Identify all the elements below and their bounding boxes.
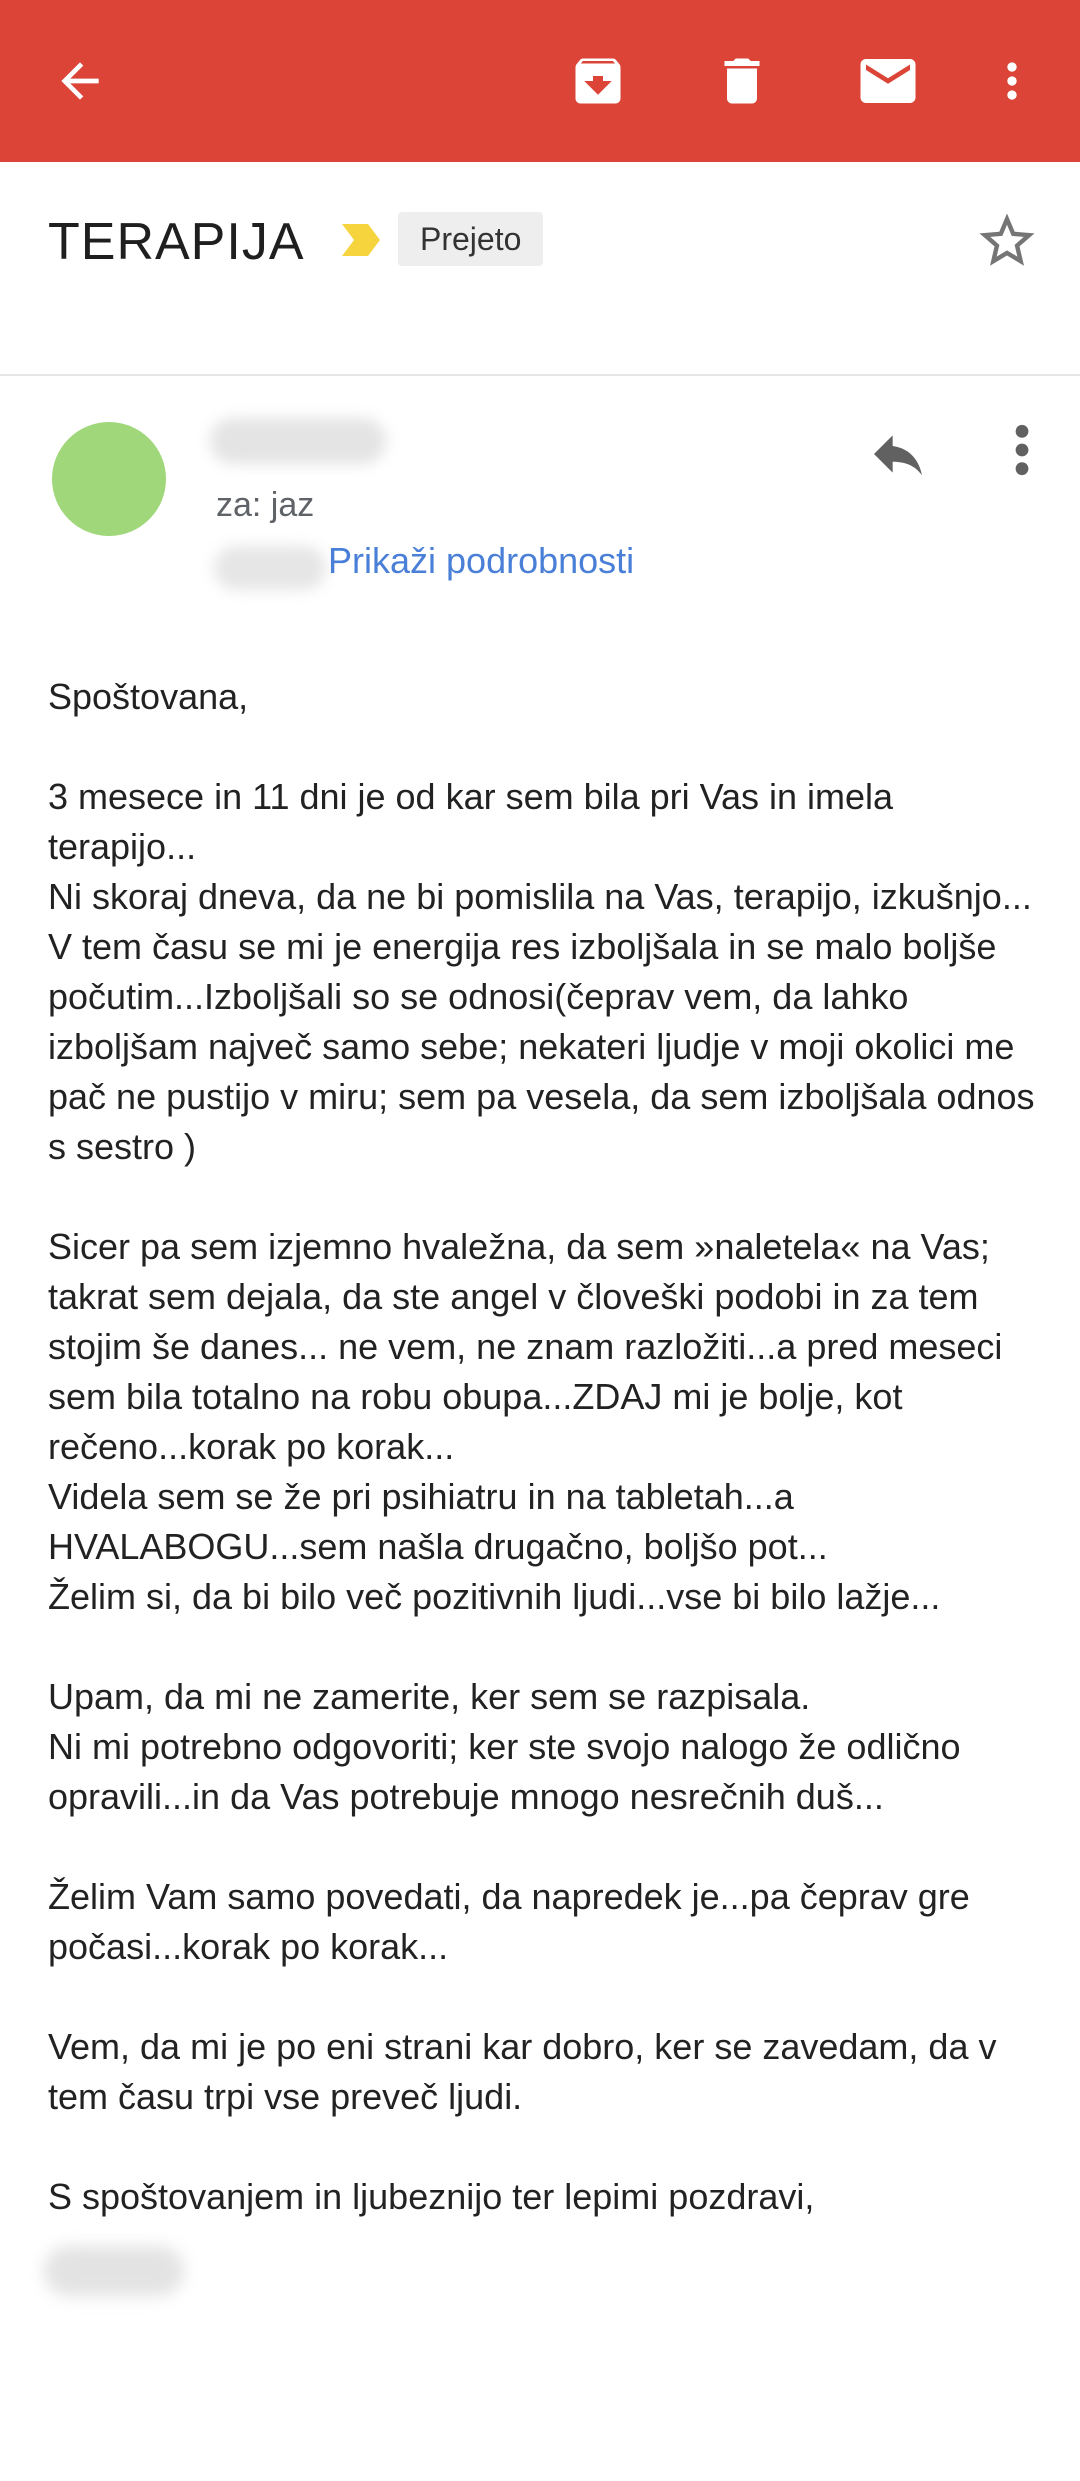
mark-unread-button[interactable]	[848, 41, 928, 121]
more-vert-icon	[984, 53, 1040, 109]
label-chip-inbox[interactable]: Prejeto	[398, 212, 543, 266]
email-subject: TERAPIJA	[48, 213, 305, 271]
recipient-line: za: jaz	[216, 486, 315, 524]
archive-icon	[568, 51, 628, 111]
back-button[interactable]	[40, 41, 120, 121]
message-more-icon[interactable]	[1002, 418, 1042, 482]
trash-icon	[712, 51, 772, 111]
overflow-menu-button[interactable]	[972, 41, 1052, 121]
archive-button[interactable]	[558, 41, 638, 121]
back-arrow-icon	[52, 53, 108, 109]
signature-redacted	[44, 2246, 184, 2296]
show-details-link[interactable]: Prikaži podrobnosti	[328, 540, 635, 581]
mail-icon	[855, 48, 921, 114]
sender-name-redacted	[210, 418, 386, 464]
body-paragraph: 3 mesece in 11 dni je od kar sem bila pri Vas in imela terapijo... Ni skoraj dneva, da ne bi pomislila na Vas, terapijo, izkušnjo... V tem času se mi je energija res izboljšala in se malo boljše počutim...Izboljšali so se odnosi(čeprav vem, da lahko izboljšam največ samo sebe; nekateri ljudje v moji okolici me pač ne pustijo v miru; sem pa vesela, da sem izboljšala odnos s sestro )	[48, 776, 1035, 1167]
body-paragraph: Želim Vam samo povedati, da napredek je...pa čeprav gre počasi...korak po korak...	[48, 1876, 970, 1967]
importance-marker-icon[interactable]	[340, 220, 382, 260]
subject-row	[0, 162, 1080, 376]
date-redacted	[214, 546, 326, 590]
body-greeting: Spoštovana,	[48, 676, 249, 717]
body-paragraph: Sicer pa sem izjemno hvaležna, da sem »naletela« na Vas; takrat sem dejala, da ste angel v človeški podobi in za tem stojim še danes... ne vem, ne znam razložiti...a pred meseci sem bila totalno na robu obupa...ZDAJ mi je bolje, kot rečeno...korak po korak... Videla sem se že pri psihiatru in na tabletah...a HVALABOGU...sem našla drugačno, boljšo pot... Želim si, da bi bilo več pozitivnih ljudi...vse bi bilo lažje...	[48, 1226, 1003, 1617]
sender-avatar[interactable]	[52, 422, 166, 536]
reply-icon[interactable]	[866, 422, 930, 486]
star-icon[interactable]	[974, 208, 1040, 274]
body-paragraph: Upam, da mi ne zamerite, ker sem se razpisala. Ni mi potrebno odgovoriti; ker ste svojo nalogo že odlično opravili...in da Vas potrebuje mnogo nesrečnih duš...	[48, 1676, 961, 1817]
app-bar	[0, 0, 1080, 162]
email-body	[48, 672, 1048, 2296]
body-closing: S spoštovanjem in ljubeznijo ter lepimi pozdravi,	[48, 2176, 815, 2217]
body-paragraph: Vem, da mi je po eni strani kar dobro, ker se zavedam, da v tem času trpi vse preveč ljudi.	[48, 2026, 997, 2117]
delete-button[interactable]	[702, 41, 782, 121]
